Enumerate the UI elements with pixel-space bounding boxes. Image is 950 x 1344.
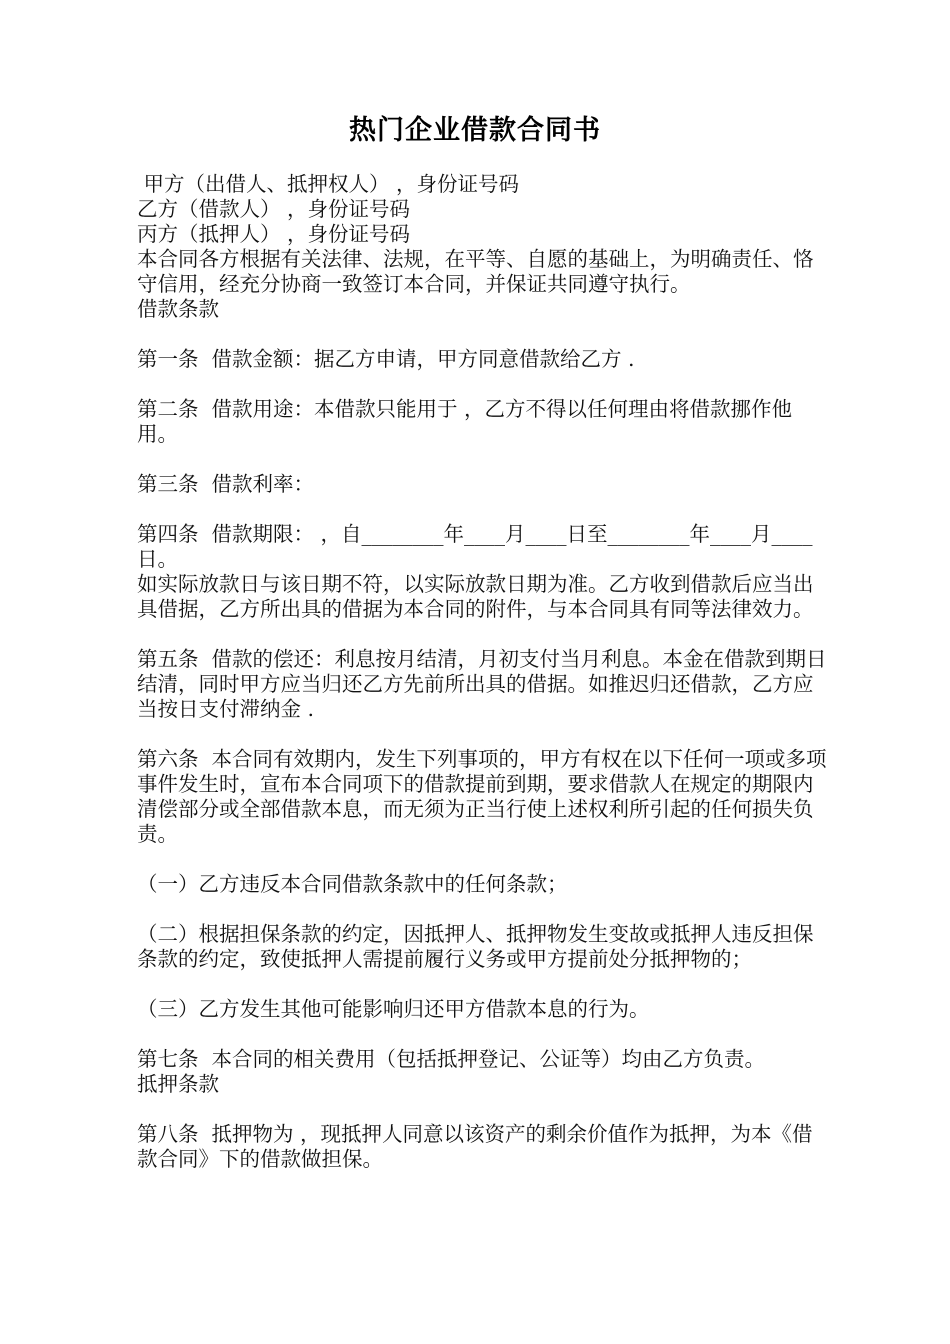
article-6-item-1: （一）乙方违反本合同借款条款中的任何条款；	[137, 872, 568, 896]
paragraph-gap	[137, 897, 827, 922]
paragraph-gap	[137, 372, 827, 397]
document-body	[137, 172, 827, 1172]
section-heading-loan-terms: 借款条款	[137, 297, 219, 321]
paragraph-gap	[137, 622, 827, 647]
paragraph-gap	[137, 722, 827, 747]
article-1: 第一条 借款金额：据乙方申请，甲方同意借款给乙方 .	[137, 347, 635, 371]
paragraph-gap	[137, 322, 827, 347]
article-6-item-3: （三）乙方发生其他可能影响归还甲方借款本息的行为。	[137, 997, 650, 1021]
party-a-line: 甲方（出借人、抵押权人） ，身份证号码	[137, 172, 520, 196]
document-title: 热门企业借款合同书	[349, 115, 601, 146]
article-5: 第五条 借款的偿还：利息按月结清，月初支付当月利息。本金在借款到期日结清，同时甲方应当归还乙方先前所出具的借据。如推迟归还借款，乙方应当按日支付滞纳金 .	[137, 647, 827, 721]
paragraph-gap	[137, 1022, 827, 1047]
article-3: 第三条 借款利率：	[137, 472, 315, 496]
section-heading-mortgage-terms: 抵押条款	[137, 1072, 219, 1096]
paragraph-gap	[137, 972, 827, 997]
paragraph-gap	[137, 447, 827, 472]
paragraph-gap	[137, 497, 827, 522]
article-6-item-2: （二）根据担保条款的约定，因抵押人、抵押物发生变故或抵押人违反担保条款的约定，致使抵押人需提前履行义务或甲方提前处分抵押物的；	[137, 922, 814, 971]
preamble-paragraph: 本合同各方根据有关法律、法规，在平等、自愿的基础上，为明确责任、恪守信用，经充分协商一致签订本合同，并保证共同遵守执行。	[137, 247, 814, 296]
article-4-note: 如实际放款日与该日期不符，以实际放款日期为准。乙方收到借款后应当出具借据，乙方所出具的借据为本合同的附件，与本合同具有同等法律效力。	[137, 572, 814, 621]
article-6: 第六条 本合同有效期内，发生下列事项的，甲方有权在以下任何一项或多项事件发生时，宣布本合同项下的借款提前到期，要求借款人在规定的期限内清偿部分或全部借款本息，而无须为正当行使上述权利所引起的任何损失负责。	[137, 747, 827, 846]
article-8: 第八条 抵押物为 ，现抵押人同意以该资产的剩余价值作为抵押，为本《借款合同》下的借款做担保。	[137, 1122, 813, 1171]
paragraph-gap	[137, 847, 827, 872]
party-b-line: 乙方（借款人） ，身份证号码	[137, 197, 411, 221]
article-7: 第七条 本合同的相关费用（包括抵押登记、公证等）均由乙方负责。	[137, 1047, 766, 1071]
party-c-line: 丙方（抵押人） ，身份证号码	[137, 222, 411, 246]
article-2: 第二条 借款用途：本借款只能用于 ，乙方不得以任何理由将借款挪作他用。	[137, 397, 793, 446]
article-4: 第四条 借款期限： ，自________年____月____日至________年____月____日。	[137, 522, 813, 571]
paragraph-gap	[137, 1097, 827, 1122]
